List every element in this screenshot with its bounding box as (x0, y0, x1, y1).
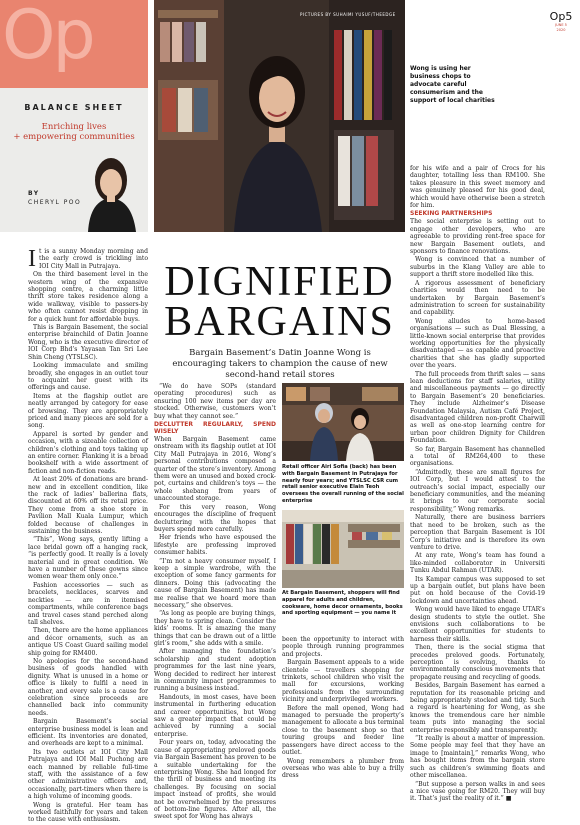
issue-date-year: 2020 (556, 28, 566, 32)
paragraph: Her friends who have espoused the lifestyle are professing improved consumer habits. (154, 534, 276, 557)
main-photo (154, 0, 405, 232)
paragraph: Wong would have liked to engage UTAR’s design students to style the outlet. She envisions such collaborations to be excellent opportunities for students to harness their skills. (410, 606, 545, 643)
headline-line-1: DIGNIFIED (164, 259, 395, 305)
byline-label: BY (28, 190, 40, 197)
paragraph: Four years on, today, advocating the cause of appropriating preloved goods via Bargain Basement has proven to be a suitable undertaking for the enterprising Wong. She had longed for the thrill of business and meeting its challenges. By focusing on social impact instead of profits, she would not be overwhelmed by the pressures of bottom-line figures. After all, the sweet spot for Wong has always (154, 739, 276, 821)
photo-credit: PICTURES BY SUHAIMI YUSUF/THEEDGE (300, 12, 396, 17)
headline (154, 259, 405, 345)
paragraph: Before the mall opened, Wong had managed to persuade the property’s management to allocate a bus terminal close to the basement shop so that touring groups and feeder line passengers have direct access to the outlet. (282, 704, 404, 757)
paragraph: The social enterprise is setting out to engage other developers, who are agreeable to providing rent-free space for new Bargain Basement outlets, and sponsors to finance renovations. (410, 218, 545, 256)
paragraph: For this very reason, Wong encourages the discipline of frequent decluttering with the hopes that buyers spend more carefully. (154, 503, 276, 533)
paragraph: Wong is convinced that a number of suburbs in the Klang Valley are able to support a thrift store modelled like this. (410, 256, 545, 279)
drop-cap: I (28, 246, 36, 272)
article-column-2 (154, 383, 276, 822)
subheading: DECLUTTER REGULARLY, SPEND WISELY (154, 421, 276, 436)
paragraph: Bargain Basement’s social enterprise business model is lean and efficient. Its inventories are donated, and overheads are kept to a minimal. (28, 718, 148, 748)
section-name: Op5 (549, 10, 573, 23)
paragraph: “It really is about a matter of impression. Some people may feel that they have an image to [maintain],” remarks Wong, who has bought items from the bargain store such as children’s swimming floats and other miscellanea. (410, 735, 545, 780)
end-mark: ■ (505, 795, 512, 803)
subheading: SEEKING PARTNERSHIPS (410, 210, 493, 218)
paragraph: Then, there is the social stigma that precedes preloved goods. Fortunately, perception is evolving, thanks to environmentally conscious movements that propagate reusing and recycling of goods. (410, 644, 545, 681)
paragraph: for his wife and a pair of Crocs for his daughter, totalling less than RM100. She takes pleasure in this sweet memory and was genuinely pleased for his good deal, which would have otherwise been a stretch for him. (410, 165, 545, 210)
column-tagline-2: + empowering communities (13, 132, 135, 142)
main-photo-caption: Wong is using her business chops to advocate careful consumerism and the support of local charities (410, 65, 495, 104)
paragraph: This is Bargain Basement, the social enterprise brainchild of Datin Joanne Wong, who is the executive director of IOI Corp Bhd’s Yayasan Tan Sri Lee Shin Cheng (YTSLSC). (28, 324, 148, 361)
column-panel (0, 0, 148, 232)
article-column-4 (410, 165, 545, 804)
article-column-1 (28, 248, 148, 825)
paragraph: Bargain Basement appeals to a wide clientele — travellers shopping for trinkets, school children who visit the mall for excursions, working professionals from the surrounding vicinity and underprivileged workers. (282, 659, 404, 704)
author-portrait (80, 150, 142, 232)
staff-photo-caption: Retail officer Airi Sofia (back) has been with Bargain Basement in Putrajaya for nearly four years; and YTSLSC CSR cum retail senior executive Elain Teoh oversees the overall running of the social enterprise (282, 464, 404, 504)
article-column-3 (282, 636, 404, 781)
paragraph: “Admittedly, these are small figures for IOI Corp, but I would attest to the outreach’s social impact, especially our beneficiary communities, and the meaning it brings to our corporate social responsibility,” Wong remarks. (410, 468, 545, 513)
column-tagline-1: Enriching lives (41, 122, 107, 132)
paragraph: Its Kampar campus was supposed to set up a bargain outlet, but plans have been put on hold because of the Covid-19 lockdown and uncertainties ahead. (410, 575, 545, 605)
paragraph: “This”, Wong says, gently lifting a lace bridal gown off a hanging rack, “is perfectly good. It really is a lovely material and in great condition. We have a number of these gowns since women wear them only once.” (28, 536, 148, 581)
paragraph: At least 20% of donations are brand-new and in excellent condition, like the rack of ladies’ ballerina flats, discounted at 60% off its retail price. They come from a shoe store in Pavilion Mall Kuala Lumpur, which folded because of challenges in sustaining the business. (28, 476, 148, 536)
column-logo: Op (2, 0, 93, 75)
paragraph: No apologies for the second-hand business of goods handled with dignity. What is unused in a home or office is likely to fulfil a need in another, and every sale is a cause for celebration since proceeds are channelled back into community needs. (28, 657, 148, 717)
paragraph: Handouts, in most cases, have been instrumental in furthering education and career opportunities, but Wong saw a greater impact that could be achieved by running a social enterprise. (154, 693, 276, 738)
paragraph: Items at the flagship outlet are neatly arranged by category for ease of browsing. They are appropriately priced and many pieces are sold for a song. (28, 392, 148, 430)
paragraph: Besides, Bargain Basement has earned a reputation for its reasonable pricing and being appropriately stocked and tidy. Such a regard is heartening for Wong, as she knows the tremendous care her nimble team puts into managing the social enterprise responsibly and transparently. (410, 682, 545, 734)
column-tagline (0, 122, 148, 142)
column-name: BALANCE SHEET (24, 103, 124, 112)
issue-date-day: JUNE 5 (555, 23, 567, 27)
paragraph: Apparel is sorted by gender and occasion, with a sizeable collection of children’s clothing and toys taking up an entire corner. Flanking it is a broad bookshelf with a wide assortment of fiction and non-fiction reads. (28, 430, 148, 475)
paragraph: The full proceeds from thrift sales — sans lean deductions for staff salaries, utility and miscellaneous payments — go directly to Bargain Basement’s 20 beneficiaries. They include Alzheimer’s Disease Foundation Malaysia, Autism Café Project, disadvantaged children non-profit Charwill as well as one-stop learning centre for urban poor children Dignity for Children Foundation. (410, 370, 545, 445)
paragraph: “But suppose a person walks in and sees a nice vase going for RM20. They will buy it. That’s just the reality of it.” ■ (410, 780, 545, 803)
standfirst: Bargain Basement’s Datin Joanne Wong is encouraging takers to champion the cause of new second-hand retail stores (172, 348, 388, 380)
paragraph: So far, Bargain Basement has channelled a total of RM264,400 to these organisations. (410, 445, 545, 468)
paragraph: “I’m not a heavy consumer myself, I keep a simple wardrobe, with the exception of some fancy garments for dinners. Doing this (advocating the cause of Bargain Basement) has made me realise that we hoard more than necessary,” she observes. (154, 557, 276, 609)
paragraph: been the opportunity to interact with people through running programmes and projects. (282, 636, 404, 658)
paragraph: “We do have SOPs (standard operating procedures) such as ensuring 100 new items per day are stocked. Otherwise, customers won’t buy what they cannot see.” (154, 383, 276, 420)
paragraph: When Bargain Basement came onstream with its flagship outlet at IOI City Mall Putrajaya in 2016, Wong’s personal contributions composed a quarter of the store’s inventory. Among them were an unused and boxed crock-pot, curtains and children’s toys — the whole shebang from years of unaccounted storage. (154, 436, 276, 503)
paragraph: Its two outlets at IOI City Mall Putrajaya and IOI Mall Puchong are each manned by reliable full-time staff, with the assistance of a few other administrative officers and, occasionally, part-timers when there is a high volume of incoming goods. (28, 748, 148, 801)
paragraph: Wong is grateful. Her team has worked faithfully for years and taken to the cause with enthusiasm. (28, 801, 148, 824)
paragraph: At any rate, Wong’s team has found a like-minded collaborator in Universiti Tunku Abdul Rahman (UTAR). (410, 552, 545, 575)
paragraph: Fashion accessories — such as bracelets, necklaces, scarves and neckties — are in itemised compartments, while conference bags and travel cases stand perched along tall shelves. (28, 581, 148, 626)
shop-photo (282, 510, 404, 588)
paragraph: After managing the foundation’s scholarship and student adoption programmes for the last nine years, Wong decided to redirect her interest in community impact programmes to running a business instead. (154, 648, 276, 693)
headline-line-2: BARGAINS (164, 299, 395, 345)
paragraph: Wong remembers a plumber from overseas who was able to buy a frilly dress (282, 757, 404, 780)
staff-photo (282, 383, 404, 461)
shop-photo-caption: At Bargain Basement, shoppers will find apparel for adults and children, cookware, home decor ornaments, books and sporting equipment — you name it (282, 590, 403, 617)
paragraph: Naturally, there are business barriers that need to be broken, such as the perception that Bargain Basement is IOI Corp’s initiative and is therefore its own venture to drive. (410, 514, 545, 551)
paragraph: “As long as people are buying things, they have to spring clean. Consider the kids’ rooms. It is amazing the many things that can be drawn out of a little girl’s room,” she adds with a smile. (154, 610, 276, 647)
paragraph: A rigorous assessment of beneficiary charities would then need to be undertaken by Bargain Basement’s administration to screen for sustainability and capability. (410, 279, 545, 317)
paragraph: It is a sunny Monday morning and the early crowd is trickling into IOI City Mall in Putrajaya. (28, 246, 148, 272)
paragraph: Looking immaculate and smiling broadly, she engages in an outlet tour to acquaint her guest with its offerings and cause. (28, 362, 148, 392)
paragraph: On the third basement level in the western wing of the expansive shopping centre, a charming little thrift store takes residence along a wide walkway, visible to passers-by who often cannot resist dropping in for a quick hunt for affordable buys. (28, 271, 148, 323)
section-label (546, 10, 576, 33)
paragraph: Then, there are the home appliances and décor ornaments, such as an antique US Coast Guard sailing model ship going for RM400. (28, 627, 148, 657)
author-name: CHERYL POO (28, 199, 82, 206)
paragraph: Wong alludes to home-based organisations — such as Dual Blessing, a little-known social enterprise that provides working opportunities for the physically disadvantaged — as capable and proactive charities that she has gladly supported over the years. (410, 317, 545, 370)
